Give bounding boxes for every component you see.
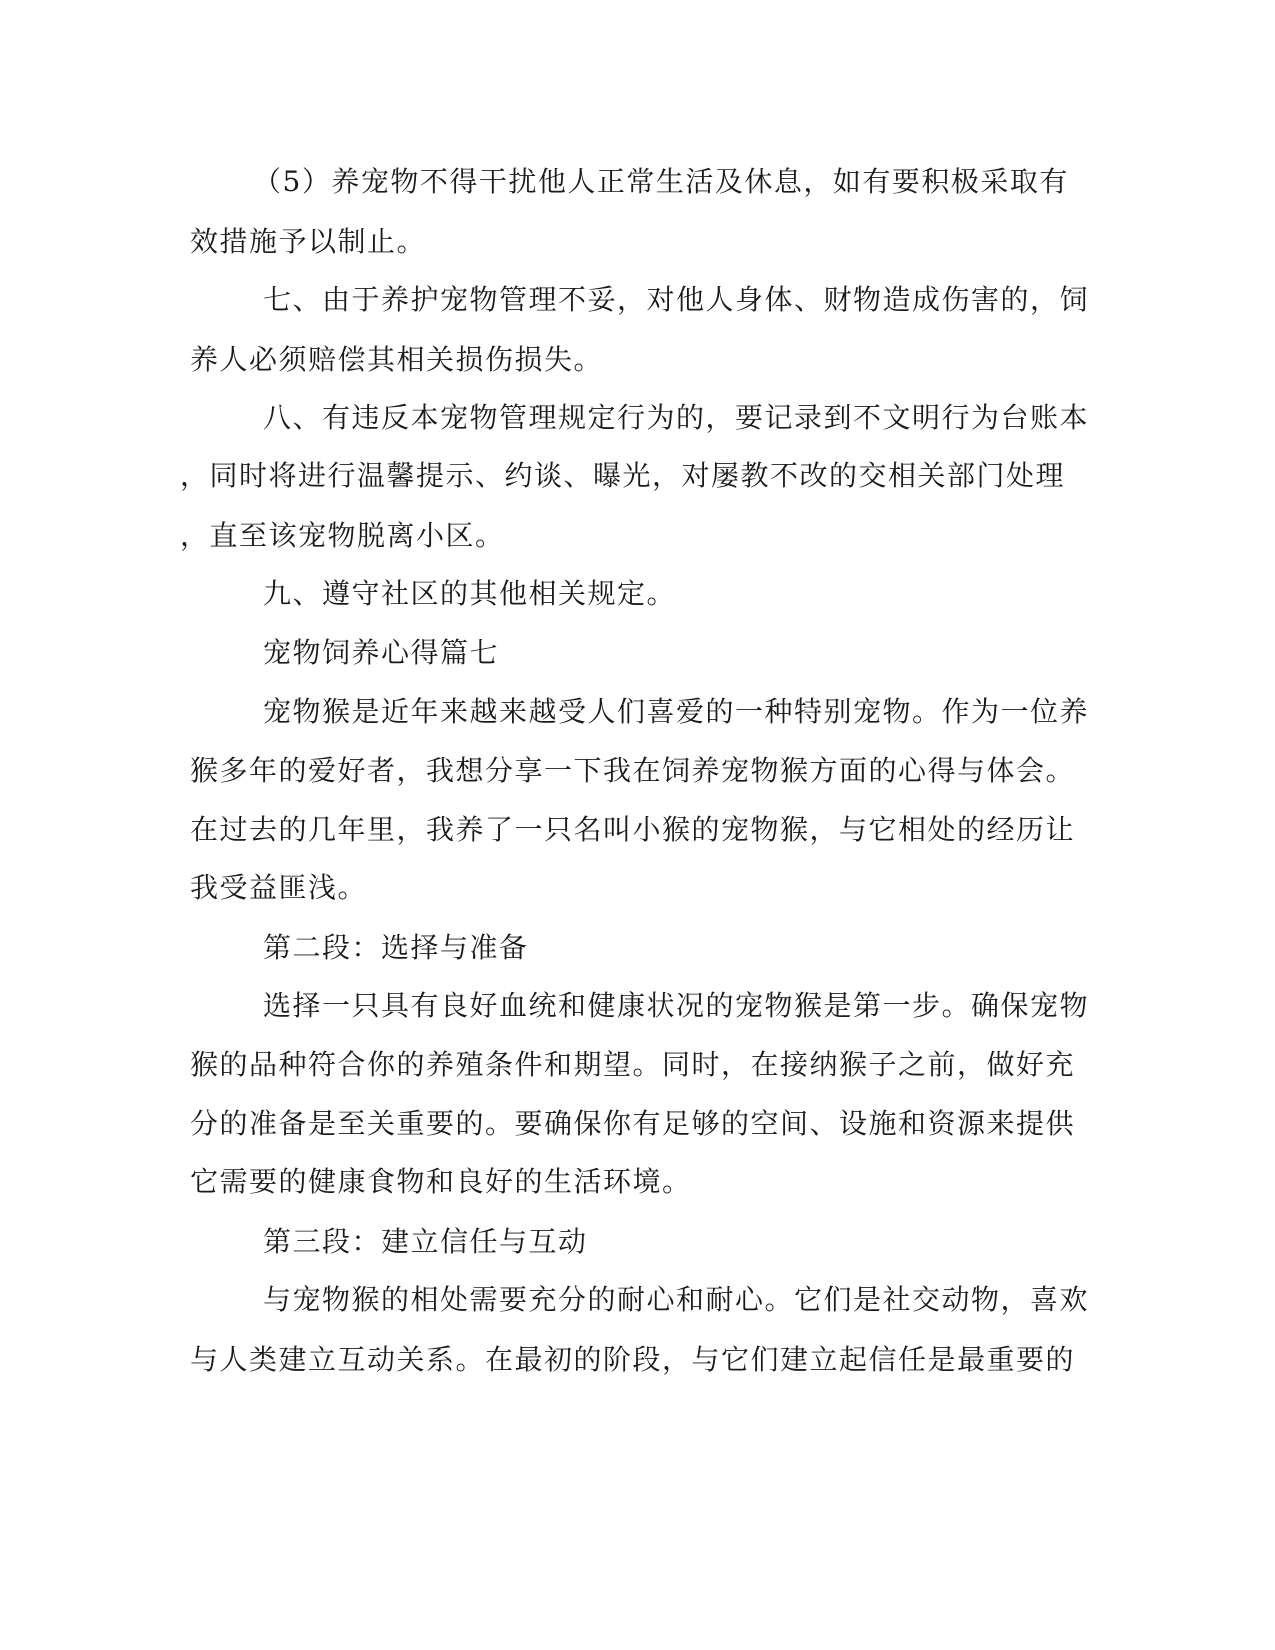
text-line: 效措施予以制止。 — [190, 225, 427, 258]
text-line: 在过去的几年里，我养了一只名叫小猴的宠物猴，与它相处的经历让 — [190, 813, 1076, 846]
text-line: 它需要的健康食物和良好的生活环境。 — [190, 1165, 692, 1198]
text-line: 八、有违反本宠物管理规定行为的，要记录到不文明行为台账本 — [263, 401, 1090, 434]
text-line: 我受益匪浅。 — [190, 871, 368, 904]
section-heading: 第三段：建立信任与互动 — [263, 1225, 588, 1258]
section-heading: 第二段：选择与准备 — [263, 931, 529, 964]
text-line: 选择一只具有良好血统和健康状况的宠物猴是第一步。确保宠物 — [263, 989, 1090, 1022]
text-line: ，直至该宠物脱离小区。 — [180, 519, 505, 552]
text-line: 养人必须赔偿其相关损伤损失。 — [190, 343, 604, 376]
text-line: 与宠物猴的相处需要充分的耐心和耐心。它们是社交动物，喜欢 — [263, 1283, 1090, 1316]
text-line: 分的准备是至关重要的。要确保你有足够的空间、设施和资源来提供 — [190, 1107, 1076, 1140]
text-line: 九、遵守社区的其他相关规定。 — [263, 577, 677, 610]
text-line: 宠物猴是近年来越来越受人们喜爱的一种特别宠物。作为一位养 — [263, 695, 1090, 728]
text-line: （5）养宠物不得干扰他人正常生活及休息，如有要积极采取有 — [253, 165, 1069, 198]
text-line: 猴多年的爱好者，我想分享一下我在饲养宠物猴方面的心得与体会。 — [190, 754, 1076, 787]
section-heading: 宠物饲养心得篇七 — [263, 636, 500, 669]
text-line: 猴的品种符合你的养殖条件和期望。同时，在接纳猴子之前，做好充 — [190, 1048, 1076, 1081]
text-line: 七、由于养护宠物管理不妥，对他人身体、财物造成伤害的，饲 — [263, 283, 1090, 316]
text-line: ，同时将进行温馨提示、约谈、曝光，对屡教不改的交相关部门处理 — [180, 459, 1066, 492]
text-line: 与人类建立互动关系。在最初的阶段，与它们建立起信任是最重要的 — [190, 1343, 1076, 1376]
